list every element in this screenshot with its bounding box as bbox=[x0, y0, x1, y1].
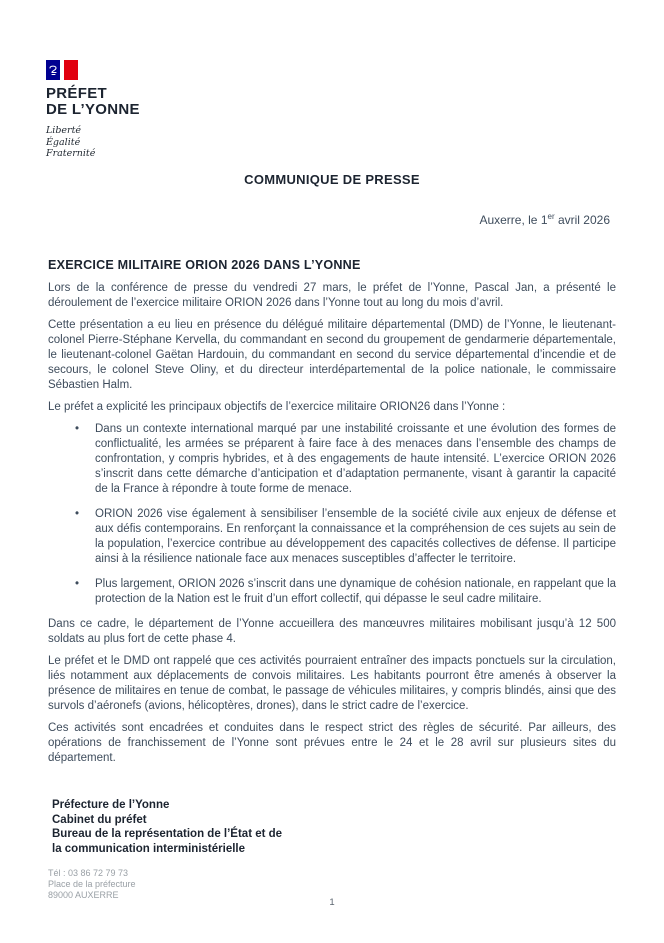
motto-line-liberte: Liberté bbox=[46, 125, 82, 136]
paragraph-intro-2: Cette présentation a eu lieu en présence du délégué militaire départemental (DMD) de l’Yonne, le lieutenant-colonel Pierre-Stéphane Kervella, du commandant en second du groupement de gendarmerie départementale, le lieutenant-colonel Gaëtan Hardouin, du commandant en second du service départemental d’incendie et de secours, le colonel Steve Oliny, et du directeur interdépartemental de la police nationale, le commissaire Sébastien Halm. bbox=[48, 319, 616, 391]
footer-service-line-3: Bureau de la représentation de l’État et de bbox=[52, 828, 283, 840]
republic-motto bbox=[46, 125, 140, 160]
paragraph-intro-1: Lors de la conférence de presse du vendredi 27 mars, le préfet de l’Yonne, Pascal Jan, a présenté le déroulement de l’exercice militaire ORION 2026 dans l’Yonne tout au long du mois d’avril. bbox=[48, 282, 616, 309]
footer-service-block bbox=[52, 798, 282, 856]
bullet-icon: • bbox=[75, 423, 80, 435]
objective-text-1: Dans un contexte international marqué par une instabilité croissante et une évolution des formes de conflictualité, les armées se préparent à faire face à des menaces dans l’ensemble des champs de confrontation, y compris hybrides, et à des engagements de haute intensité. L’exercice ORION 2026 s’inscrit dans cette démarche d’anticipation et d’adaptation permanente, visant à garantir la capacité de la France à répondre à toute forme de menace. bbox=[95, 423, 616, 495]
footer-phone: Tél : 03 86 72 79 73 bbox=[48, 868, 129, 878]
objective-item-1 bbox=[48, 422, 616, 497]
dateline-ordinal: er bbox=[547, 212, 555, 221]
dateline-prefix: Auxerre, le 1 bbox=[479, 213, 548, 227]
dateline-suffix: avril 2026 bbox=[554, 213, 610, 227]
flag-red-band bbox=[64, 60, 78, 80]
marianne-swirl-icon bbox=[47, 62, 59, 78]
objective-text-3: Plus largement, ORION 2026 s’inscrit dans une dynamique de cohésion nationale, en rappelant que la protection de la Nation est le fruit d’un effort collectif, qui dépasse le seul cadre militaire. bbox=[95, 578, 617, 605]
paragraph-closing-3: Ces activités sont encadrées et conduites dans le respect strict des règles de sécurité. Par ailleurs, des opérations de franchissement de l’Yonne sont prévues entre le 24 et le 28 avril sur plusieurs sites du département. bbox=[48, 722, 616, 764]
objective-item-2 bbox=[48, 507, 616, 567]
paragraph-objectives-intro: Le préfet a explicité les principaux objectifs de l’exercice militaire ORION26 dans l’Yonne : bbox=[48, 401, 506, 413]
footer-service-line-4: la communication interministérielle bbox=[52, 842, 245, 855]
page-number: 1 bbox=[329, 897, 335, 908]
motto-line-egalite: Égalité bbox=[46, 136, 81, 148]
objective-text-2: ORION 2026 vise également à sensibiliser l’ensemble de la société civile aux enjeux de défense et aux défis contemporains. En renforçant la connaissance et la compréhension de ces sujets au sein de la population, l’exercice contribue au développement des capacités collectives de défense. Il participe ainsi à la résilience nationale face aux menaces susceptibles d’affecter le territoire. bbox=[95, 508, 616, 565]
footer-service-line-2: Cabinet du préfet bbox=[52, 813, 147, 826]
french-flag-icon bbox=[46, 60, 80, 80]
footer-address-line-2: 89000 AUXERRE bbox=[48, 890, 119, 900]
bullet-icon: • bbox=[75, 508, 80, 520]
objectives-list bbox=[48, 422, 616, 607]
motto-line-fraternite: Fraternité bbox=[46, 148, 96, 159]
bullet-icon: • bbox=[75, 578, 80, 590]
footer-address-line-1: Place de la préfecture bbox=[48, 879, 136, 889]
objective-item-3 bbox=[48, 577, 616, 607]
prefet-name-line2: DE L’YONNE bbox=[46, 101, 140, 118]
document-heading: EXERCICE MILITAIRE ORION 2026 DANS L’YONNE bbox=[48, 258, 361, 272]
paragraph-closing-2: Le préfet et le DMD ont rappelé que ces activités pourraient entraîner des impacts ponctuels sur la circulation, liés notamment aux déplacements de convois militaires. Les habitants pourront être amenés à observer la présence de militaires en tenue de combat, le passage de véhicules militaires, y compris blindés, ainsi que des survols d’aéronefs (avions, hélicoptères, drones), dans le strict cadre de l’exercice. bbox=[48, 655, 616, 712]
document-body bbox=[48, 258, 616, 773]
paragraph-closing-1: Dans ce cadre, le département de l’Yonne accueillera des manœuvres militaires mobilisant jusqu’à 12 500 soldats au plus fort de cette phase 4. bbox=[48, 618, 616, 645]
prefet-name-line1: PRÉFET bbox=[46, 85, 107, 102]
press-release-title: COMMUNIQUE DE PRESSE bbox=[244, 172, 420, 187]
prefecture-logo bbox=[46, 60, 140, 160]
footer-service-line-1: Préfecture de l’Yonne bbox=[52, 799, 170, 811]
dateline bbox=[479, 213, 610, 227]
flag-blue-band bbox=[46, 60, 60, 80]
